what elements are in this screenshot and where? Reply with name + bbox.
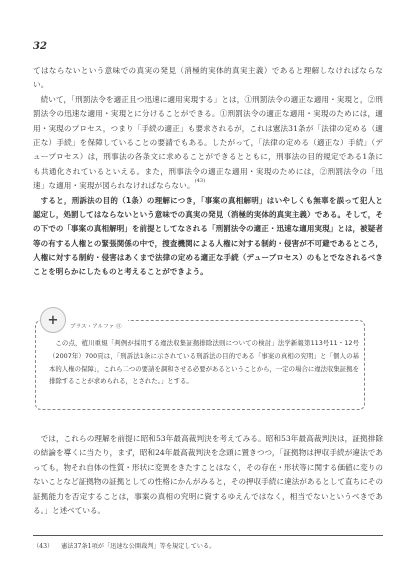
- paragraph-1: てはならないという意味での真実の発見（消極的実体的真実主義）であると理解しなければならない。: [33, 66, 383, 90]
- main-text: [33, 64, 383, 279]
- page-number: 32: [33, 41, 47, 52]
- footnote-number: （43）: [33, 543, 54, 550]
- plus-alpha-header: [40, 309, 128, 333]
- plus-alpha-text: [49, 337, 359, 388]
- footnote-text: 憲法37条1項が「迅速な公開裁判」等を規定している。: [61, 543, 216, 550]
- main-text-continued: [33, 432, 383, 518]
- paragraph-2: [33, 93, 383, 194]
- plus-alpha-icon: +: [40, 307, 66, 333]
- footnote-divider: [33, 535, 383, 536]
- plus-alpha-label: プラス・アルファ ⑪: [70, 324, 122, 330]
- paragraph-2-text: 続いて，「刑罰法令を適正且つ迅速に適用実現する」とは，①刑罰法令の適正な適用・実現と，②刑罰法令の迅速な適用・実現とに分けることができる。①刑罰法令の適正な適用・実現のためには，適用・実現のプロセス，つまり「手続の適正」も要求されるが，これは憲法31条が「法律の定める（適正な）手続」を保障していることの要請でもある。したがって，「法律の定める（適正な）手続」（デュープロセス）は，刑事法の各条文に求めることができるとともに，刑事法の目的規定である1条にも共通化されているといえる。また，刑事法令の適正な適用・実現のためには，②刑罰法令の「迅速」な適用・実現が図られなければならない。: [33, 94, 383, 191]
- footnote-ref-43[interactable]: (43): [194, 178, 206, 185]
- plus-alpha-paragraph: この点，植川重規「判例が採用する違法収集証拠排除法則についての検討」法学新報第113号11・12号（2007年）700頁は，「刑訴法1条に示されている刑訴法の目的である「事案の真相の究明」と「個人の基本的人権の保障」，これら二つの要請を調和させる必要があるということから，一定の場合に違法収集証拠を排除することが求められる，とされた。」とする。: [49, 339, 359, 386]
- footnote-43: [33, 541, 215, 550]
- paragraph-3-bold: すると，刑訴法の目的（1条）の理解につき，「事案の真相解明」はいやしくも無辜を誤って犯人と認定し，処罰してはならないという意味での真実の発見（消極的実体的真実主義）である。そして，その下での「事案の真相解明」を前提としてなされる「刑罰法令の適正・迅速な適用実現」とは，被疑者等の有する人権との緊張関係の中で，捜査機関による人権に対する制約・侵害が不可避であるところ，人権に対する制約・侵害はあくまで法律の定める適正な手続（デュープロセス）のもとでなされるべきことを明らかにしたものと考えることができよう。: [33, 195, 383, 277]
- paragraph-4: では，これらの理解を前提に昭和53年最高裁判決を考えてみる。昭和53年最高裁判決は，証拠排除の結論を導くに当たり，まず，昭和24年最高裁判決を念頭に置きつつ，「証拠物は押収手続が違法であっても，物それ自体の性質・形状に変異をきたすことはなく，その存在・形状等に関する価値に変りのないことなど証拠物の証拠としての性格にかんがみると，その押収手続に違法があるとして直ちにその証拠能力を否定することは，事案の真相の究明に資するゆえんではなく，相当でないというべきである。」と述べている。: [33, 434, 383, 516]
